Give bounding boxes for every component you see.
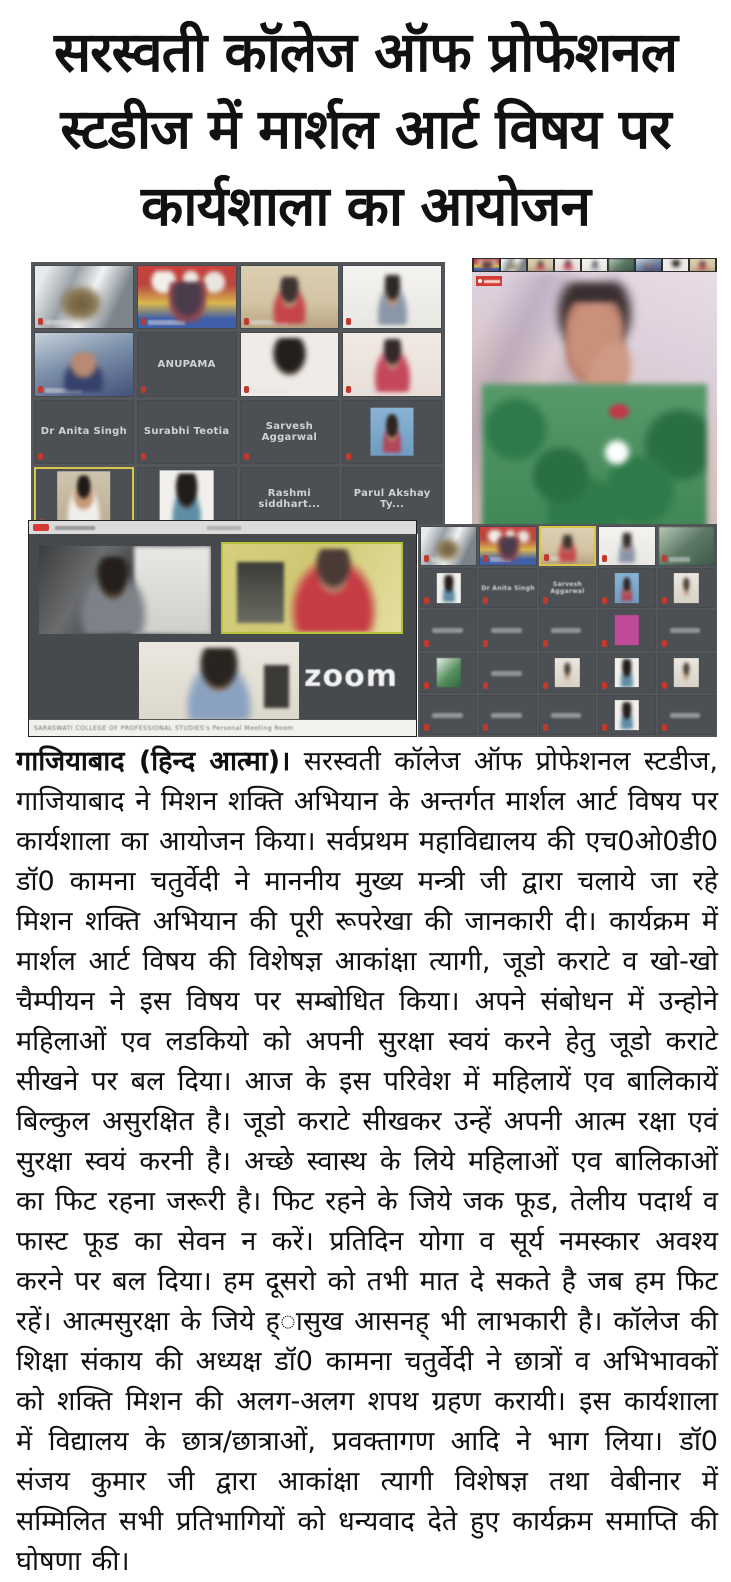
speaker-green-dress [482, 384, 707, 526]
participant-portrait-photo [674, 573, 698, 603]
filmstrip-thumbnail [609, 259, 634, 271]
participant-photo-tile [420, 653, 477, 693]
participant-photo-tile [658, 568, 715, 608]
zoom-window-body [29, 534, 416, 720]
filmstrip-thumbnail [663, 259, 688, 271]
participant-name-label: Dr Anita Singh [481, 584, 535, 592]
dateline: गाजियाबाद (हिन्द आत्मा)। [16, 746, 291, 777]
participant-portrait-photo [615, 700, 639, 730]
participant-name-tile [137, 400, 237, 464]
participant-name-label: Rashmi siddhart... [258, 487, 321, 510]
participant-nametag-smudge [353, 388, 390, 393]
filmstrip-thumbnail [636, 259, 661, 271]
muted-mic-icon [483, 724, 488, 731]
participant-portrait-photo [615, 616, 639, 646]
participant-name-tile [240, 400, 340, 464]
muted-mic-icon [662, 597, 667, 604]
muted-mic-icon [38, 318, 43, 325]
muted-mic-icon [141, 453, 146, 460]
muted-mic-icon [543, 597, 548, 604]
participant-video-woman-red [221, 542, 403, 634]
muted-mic-icon [346, 453, 351, 460]
muted-mic-icon [38, 453, 43, 460]
headline-line-3: कार्यशाला का आयोजन [140, 174, 591, 238]
muted-mic-icon [483, 640, 488, 647]
muted-mic-icon [424, 640, 429, 647]
participant-video-woman-blue [139, 642, 299, 720]
participant-portrait-photo [57, 471, 111, 526]
muted-mic-icon [662, 555, 667, 562]
participant-nametag-smudge [490, 557, 511, 562]
participant-video-man-gray [39, 546, 211, 634]
participant-name-tile [479, 653, 536, 693]
muted-mic-icon [483, 682, 488, 689]
muted-mic-icon [544, 554, 549, 561]
illegible-name-smudge [491, 671, 521, 676]
speaker-video-woman-in-green [472, 272, 717, 526]
participant-name-tile [479, 568, 536, 608]
participant-portrait-photo [555, 658, 579, 688]
participant-name-tile [658, 610, 715, 650]
muted-mic-icon [346, 318, 351, 325]
filmstrip-thumbnail [555, 259, 580, 271]
muted-mic-icon [483, 555, 488, 562]
participant-name-tile [658, 695, 715, 735]
participant-name-tile [34, 400, 134, 464]
zoom-participant-grid-bottom-right [418, 524, 717, 737]
participant-portrait-photo [615, 573, 639, 603]
participant-portrait-photo [371, 407, 414, 456]
zoom-participant-grid-top-left [31, 262, 445, 534]
participant-nametag-smudge [148, 320, 185, 325]
meeting-title-bar [29, 719, 416, 736]
participant-name-label: Surabhi Teotia [143, 426, 230, 438]
muted-mic-icon [244, 453, 249, 460]
participant-video-tile [479, 526, 536, 566]
participant-video-tile [34, 265, 134, 329]
participant-name-tile [420, 695, 477, 735]
participant-name-label: Sarvesh Aggarwal [550, 581, 585, 596]
participant-nametag-smudge [251, 320, 288, 325]
muted-mic-icon [424, 724, 429, 731]
participant-filmstrip [472, 258, 717, 272]
participant-name-label: ANUPAMA [157, 358, 216, 370]
participant-photo-tile [598, 610, 655, 650]
muted-mic-icon [244, 318, 249, 325]
participant-portrait-photo [159, 470, 214, 527]
illegible-name-smudge [670, 713, 700, 718]
illegible-name-smudge [551, 628, 581, 633]
filmstrip-thumbnail [528, 259, 553, 271]
filmstrip-thumbnail [501, 259, 526, 271]
participant-video-tile [240, 265, 340, 329]
participant-video-tile [539, 526, 596, 566]
participant-name-label: Dr Anita Singh [40, 426, 127, 438]
participant-portrait-photo [437, 658, 461, 688]
participant-name-tile [539, 695, 596, 735]
illegible-name-smudge [432, 713, 462, 718]
illegible-name-smudge [551, 713, 581, 718]
muted-mic-icon [602, 597, 607, 604]
participant-nametag-smudge [45, 320, 82, 325]
zoom-speaker-panel [472, 258, 717, 526]
participant-photo-tile [598, 653, 655, 693]
participant-name-tile [539, 610, 596, 650]
muted-mic-icon [602, 555, 607, 562]
participant-video-tile [658, 526, 715, 566]
headline-line-2: स्टडीज में मार्शल आर्ट विषय पर [60, 97, 671, 161]
participant-photo-tile [598, 695, 655, 735]
speaker-red-bangle [609, 404, 629, 419]
filmstrip-thumbnail [474, 259, 499, 271]
participant-video-tile [342, 332, 442, 396]
participant-photo-tile [342, 400, 442, 464]
muted-mic-icon [662, 724, 667, 731]
participant-photo-tile [420, 568, 477, 608]
muted-mic-icon [602, 724, 607, 731]
participant-name-tile [539, 568, 596, 608]
participant-video-tile [34, 332, 134, 396]
participant-video-tile [342, 265, 442, 329]
participant-video-tile [420, 526, 477, 566]
muted-mic-icon [543, 640, 548, 647]
participant-grid-small [418, 524, 717, 737]
filmstrip-thumbnail [690, 259, 715, 271]
zoom-screenshot-collage [20, 258, 717, 737]
body-text: सरस्वती कॉलेज ऑफ प्रोफेशनल स्टडीज, गाजियाबाद ने मिशन शक्ति अभियान के अन्तर्गत मार्शल आर्ट विषय पर कार्यशाला का आयोजन किया। सर्वप्रथम महाविद्यालय की एच0ओ0डी0 डॉ0 कामना चतुर्वेदी ने माननीय मुख्य मन्त्री जी द्वारा चलाये जा रहे मिशन शक्ति अभियान की पूरी रूपरेखा की जानकारी दी। कार्यक्रम में मार्शल आर्ट विषय की विशेषज्ञ आकांक्षा त्यागी, जूडो कराटे व खो-खो चैम्पीयन ने इस विषय पर सम्बोधित किया। अपने संबोधन में उन्होने महिलाओं एव लडकियो को अपनी सुरक्षा स्वयं करने हेतु जूडो कराटे सीखने पर बल दिया। आज के इस परिवेश में महिलायें एव बालिकायें बिल्कुल असुरक्षित है। जूडो कराटे सीखकर उन्हें अपनी आत्म रक्षा एवं सुरक्षा स्वयं करनी है। अच्छे स्वास्थ के लिये महिलाओं एव बालिकाओं का फिट रहना जरूरी है। फिट रहने के जिये जक फूड, तेलीय पदार्थ व फास्ट फूड का सेवन न करें। प्रतिदिन योगा व सूर्य नमस्कार अवश्य करने पर बल दिया। हम दूसरो को तभी मात दे सकते है जब हम फिट रहें। आत्मसुरक्षा के जिये ह्ासुख आसनह् भी लाभकारी है। कॉलेज की शिक्षा संकाय की अध्यक्ष डॉ0 कामना चतुर्वेदी ने छात्रों व अभिभावकों को शक्ति मिशन की अलग-अलग शपथ ग्रहण करायी। इस कार्यशाला में विद्यालय के छात्र/छात्राओं, प्रवक्तागण आदि ने भाग लिया। डॉ0 संजय कुमार जी द्वारा आकांक्षा त्यागी विशेषज्ञ तथा वेबीनार में सम्मिलित सभी प्रतिभागियों को धन्यवाद देते हुए कार्यक्रम समाप्ति की घोषणा की। [16, 746, 718, 1577]
participant-name-tile [420, 610, 477, 650]
participant-portrait-photo [674, 658, 698, 688]
participant-name-tile [479, 610, 536, 650]
muted-mic-icon [424, 597, 429, 604]
illegible-name-smudge [491, 713, 521, 718]
participant-nametag-smudge [551, 556, 571, 561]
titlebar-text-smudge [55, 526, 95, 530]
muted-mic-icon [543, 682, 548, 689]
muted-mic-icon [602, 682, 607, 689]
titlebar-text-smudge-2 [207, 526, 241, 530]
recording-indicator-icon [33, 524, 49, 531]
participant-name-tile [479, 695, 536, 735]
participant-photo-tile [598, 568, 655, 608]
muted-mic-icon [602, 640, 607, 647]
illegible-name-smudge [491, 628, 521, 633]
participant-grid [31, 262, 445, 534]
participant-nametag-smudge [45, 388, 82, 393]
participant-portrait-photo [615, 658, 639, 688]
muted-mic-icon [141, 318, 146, 325]
participant-video-tile [137, 265, 237, 329]
participant-video-tile [598, 526, 655, 566]
muted-mic-icon [543, 724, 548, 731]
muted-mic-icon [38, 386, 43, 393]
muted-mic-icon [141, 386, 146, 393]
zoom-meeting-window [28, 520, 417, 737]
article-headline [0, 0, 731, 245]
illegible-name-smudge [432, 628, 462, 633]
headline-line-1: सरस्वती कॉलेज ऑफ प्रोफेशनल [53, 20, 678, 84]
muted-mic-icon [424, 682, 429, 689]
participant-nametag-smudge [669, 557, 690, 562]
participant-nametag-smudge [353, 320, 390, 325]
participant-nametag-smudge [251, 388, 288, 393]
participant-name-label: Sarvesh Aggarwal [261, 420, 318, 443]
illegible-name-smudge [670, 628, 700, 633]
muted-mic-icon [662, 682, 667, 689]
article-body [16, 742, 718, 1582]
muted-mic-icon [662, 640, 667, 647]
participant-nametag-smudge [609, 557, 630, 562]
participant-photo-tile [539, 653, 596, 693]
participant-portrait-photo [437, 573, 461, 603]
participant-nametag-smudge [431, 557, 452, 562]
recording-badge [476, 276, 502, 286]
filmstrip-thumbnail [582, 259, 607, 271]
participant-photo-tile [658, 653, 715, 693]
participant-name-label: Parul Akshay Ty... [353, 487, 431, 510]
muted-mic-icon [424, 555, 429, 562]
meeting-title-text: SARASWATI COLLEGE OF PROFESSIONAL STUDIES's Personal Meeting Room [34, 724, 294, 732]
muted-mic-icon [346, 386, 351, 393]
zoom-watermark: zoom [304, 659, 398, 694]
zoom-window-titlebar [29, 521, 416, 534]
participant-video-tile [240, 332, 340, 396]
muted-mic-icon [244, 386, 249, 393]
participant-name-tile [137, 332, 237, 396]
